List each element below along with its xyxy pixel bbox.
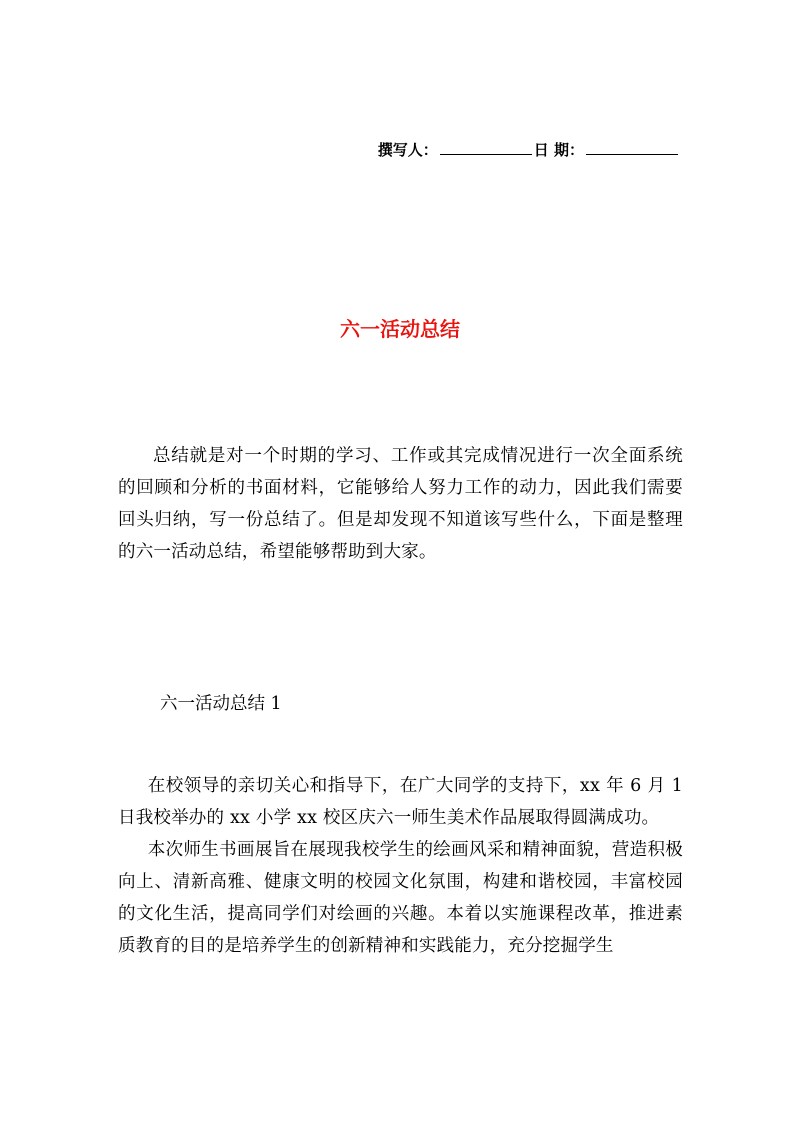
section-body: [118, 770, 683, 962]
document-title: 六一活动总结: [340, 317, 460, 341]
intro-paragraph: 总结就是对一个时期的学习、工作或其完成情况进行一次全面系统的回顾和分析的书面材料，它能够给人努力工作的动力，因此我们需要回头归纳，写一份总结了。但是却发现不知道该写些什么，下面是整理的六一活动总结，希望能够帮助到大家。: [118, 446, 683, 562]
author-label: 撰写人：: [377, 141, 438, 159]
date-label: 日 期：: [533, 141, 584, 159]
header-author-date: [378, 139, 680, 160]
author-blank: [440, 142, 532, 155]
date-blank: [586, 142, 678, 155]
section-paragraph-2: 本次师生书画展旨在展现我校学生的绘画风采和精神面貌，营造积极向上、清新高雅、健康文明的校园文化氛围，构建和谐校园，丰富校园的文化生活，提高同学们对绘画的兴趣。本着以实施课程改革，推进素质教育的目的是培养学生的创新精神和实践能力，充分挖掘学生: [118, 840, 683, 956]
section-paragraph-1: 在校领导的亲切关心和指导下，在广大同学的支持下，xx 年 6 月 1 日我校举办的 xx 小学 xx 校区庆六一师生美术作品展取得圆满成功。: [118, 776, 683, 828]
section-heading: 六一活动总结 1: [160, 694, 282, 714]
